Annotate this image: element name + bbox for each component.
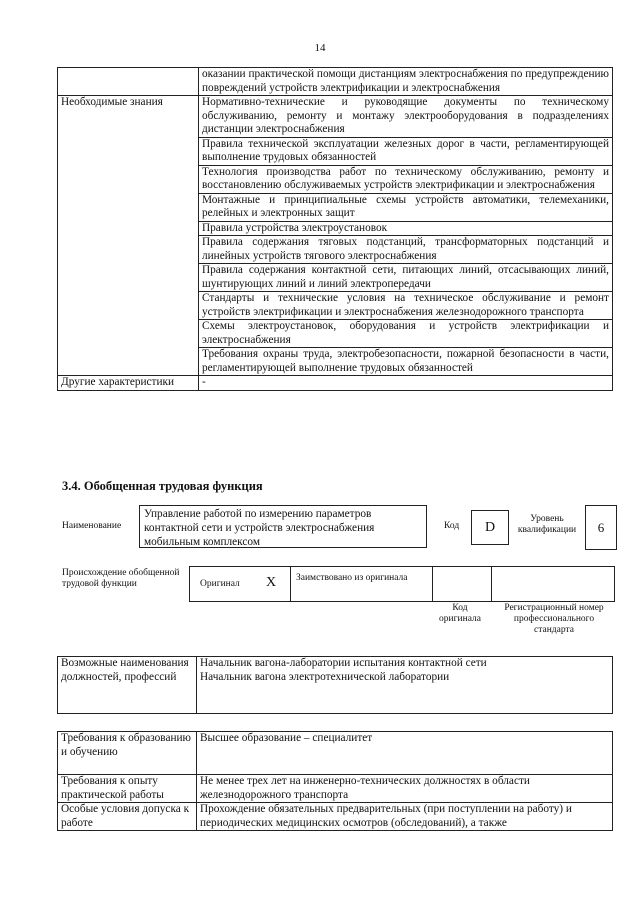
requirement-value: Прохождение обязательных предварительных (при поступлении на работу) и периодических медицинских осмотров (обследований), а также [197, 803, 613, 831]
competency-table [57, 67, 613, 391]
table-row [58, 732, 613, 775]
knowledge-item: Стандарты и технические условия на техническое обслуживание и ремонт устройств электрификации и электроснабжения железнодорожного транспорта [199, 292, 613, 320]
page-number: 14 [314, 42, 326, 54]
requirement-label: Особые условия допуска к работе [58, 803, 197, 831]
position-name: Начальник вагона электротехнической лаборатории [200, 670, 450, 683]
knowledge-item: Схемы электроустановок, оборудования и устройств электрификации и электроснабжения [199, 320, 613, 348]
table-cell: оказании практической помощи дистанциям электроснабжения по предупреждению повреждений устройств электрификации и электроснабжения [199, 68, 613, 96]
table-cell [58, 68, 199, 96]
positions-table [57, 656, 613, 714]
requirement-value: Высшее образование – специалитет [197, 732, 613, 775]
positions-label: Возможные наименования должностей, профессий [58, 657, 197, 714]
original-mark: X [266, 575, 277, 590]
borrowed-label: Заимствовано из оригинала [296, 573, 408, 583]
code-label: Код [444, 521, 460, 531]
code-caption: Код оригинала [439, 603, 481, 624]
other-value: - [199, 376, 613, 391]
table-row [58, 68, 613, 96]
knowledge-item: Требования охраны труда, электробезопасности, пожарной безопасности в части, регламентирующей выполнение трудовых обязанностей [199, 348, 613, 376]
knowledge-item: Правила содержания тяговых подстанций, трансформаторных подстанций и линейных устройств тягового электроснабжения [199, 236, 613, 264]
requirement-label: Требования к образованию и обучению [58, 732, 197, 775]
divider [290, 567, 291, 601]
level-value: 6 [585, 505, 617, 550]
knowledge-item: Правила устройства электроустановок [199, 221, 613, 236]
divider [491, 567, 492, 601]
code-value: D [471, 510, 509, 545]
table-row [58, 376, 613, 391]
name-label: Наименование [62, 521, 122, 531]
section-title: 3.4. Обобщенная трудовая функция [62, 479, 263, 493]
knowledge-item: Нормативно-технические и руководящие документы по техническому обслуживанию, ремонту и монтажу электрооборудования в подразделениях дистанции электроснабжения [199, 96, 613, 138]
table-row [58, 803, 613, 831]
function-name-box: Управление работой по измерению параметров контактной сети и устройств электроснабжения мобильным комплексом [139, 505, 427, 548]
requirements-table [57, 731, 613, 831]
table-row [58, 775, 613, 803]
knowledge-item: Правила содержания контактной сети, питающих линий, отсасывающих линий, шунтирующих линий и линий электропередачи [199, 264, 613, 292]
original-label: Оригинал [200, 579, 240, 589]
knowledge-item: Правила технической эксплуатации железных дорог в части, регламентирующей выполнение трудовых обязанностей [199, 137, 613, 165]
knowledge-item: Технология производства работ по техническому обслуживанию, ремонту и восстановлению обслуживаемых устройств электрификации и электроснабжения [199, 165, 613, 193]
table-row [58, 96, 613, 138]
table-row [58, 657, 613, 714]
knowledge-item: Монтажные и принципиальные схемы устройств автоматики, телемеханики, релейных и электронных защит [199, 193, 613, 221]
requirement-value: Не менее трех лет на инженерно-технических должностях в области железнодорожного транспорта [197, 775, 613, 803]
position-name: Начальник вагона-лаборатории испытания контактной сети [200, 657, 487, 669]
other-label: Другие характеристики [58, 376, 199, 391]
positions-values [197, 657, 613, 714]
knowledge-label: Необходимые знания [58, 96, 199, 376]
divider [432, 567, 433, 601]
origin-label: Происхождение обобщенной трудовой функции [62, 568, 180, 589]
level-label: Уровень квалификации [517, 514, 577, 535]
requirement-label: Требования к опыту практической работы [58, 775, 197, 803]
reg-caption: Регистрационный номер профессионального стандарта [504, 603, 604, 635]
origin-table [189, 566, 615, 602]
